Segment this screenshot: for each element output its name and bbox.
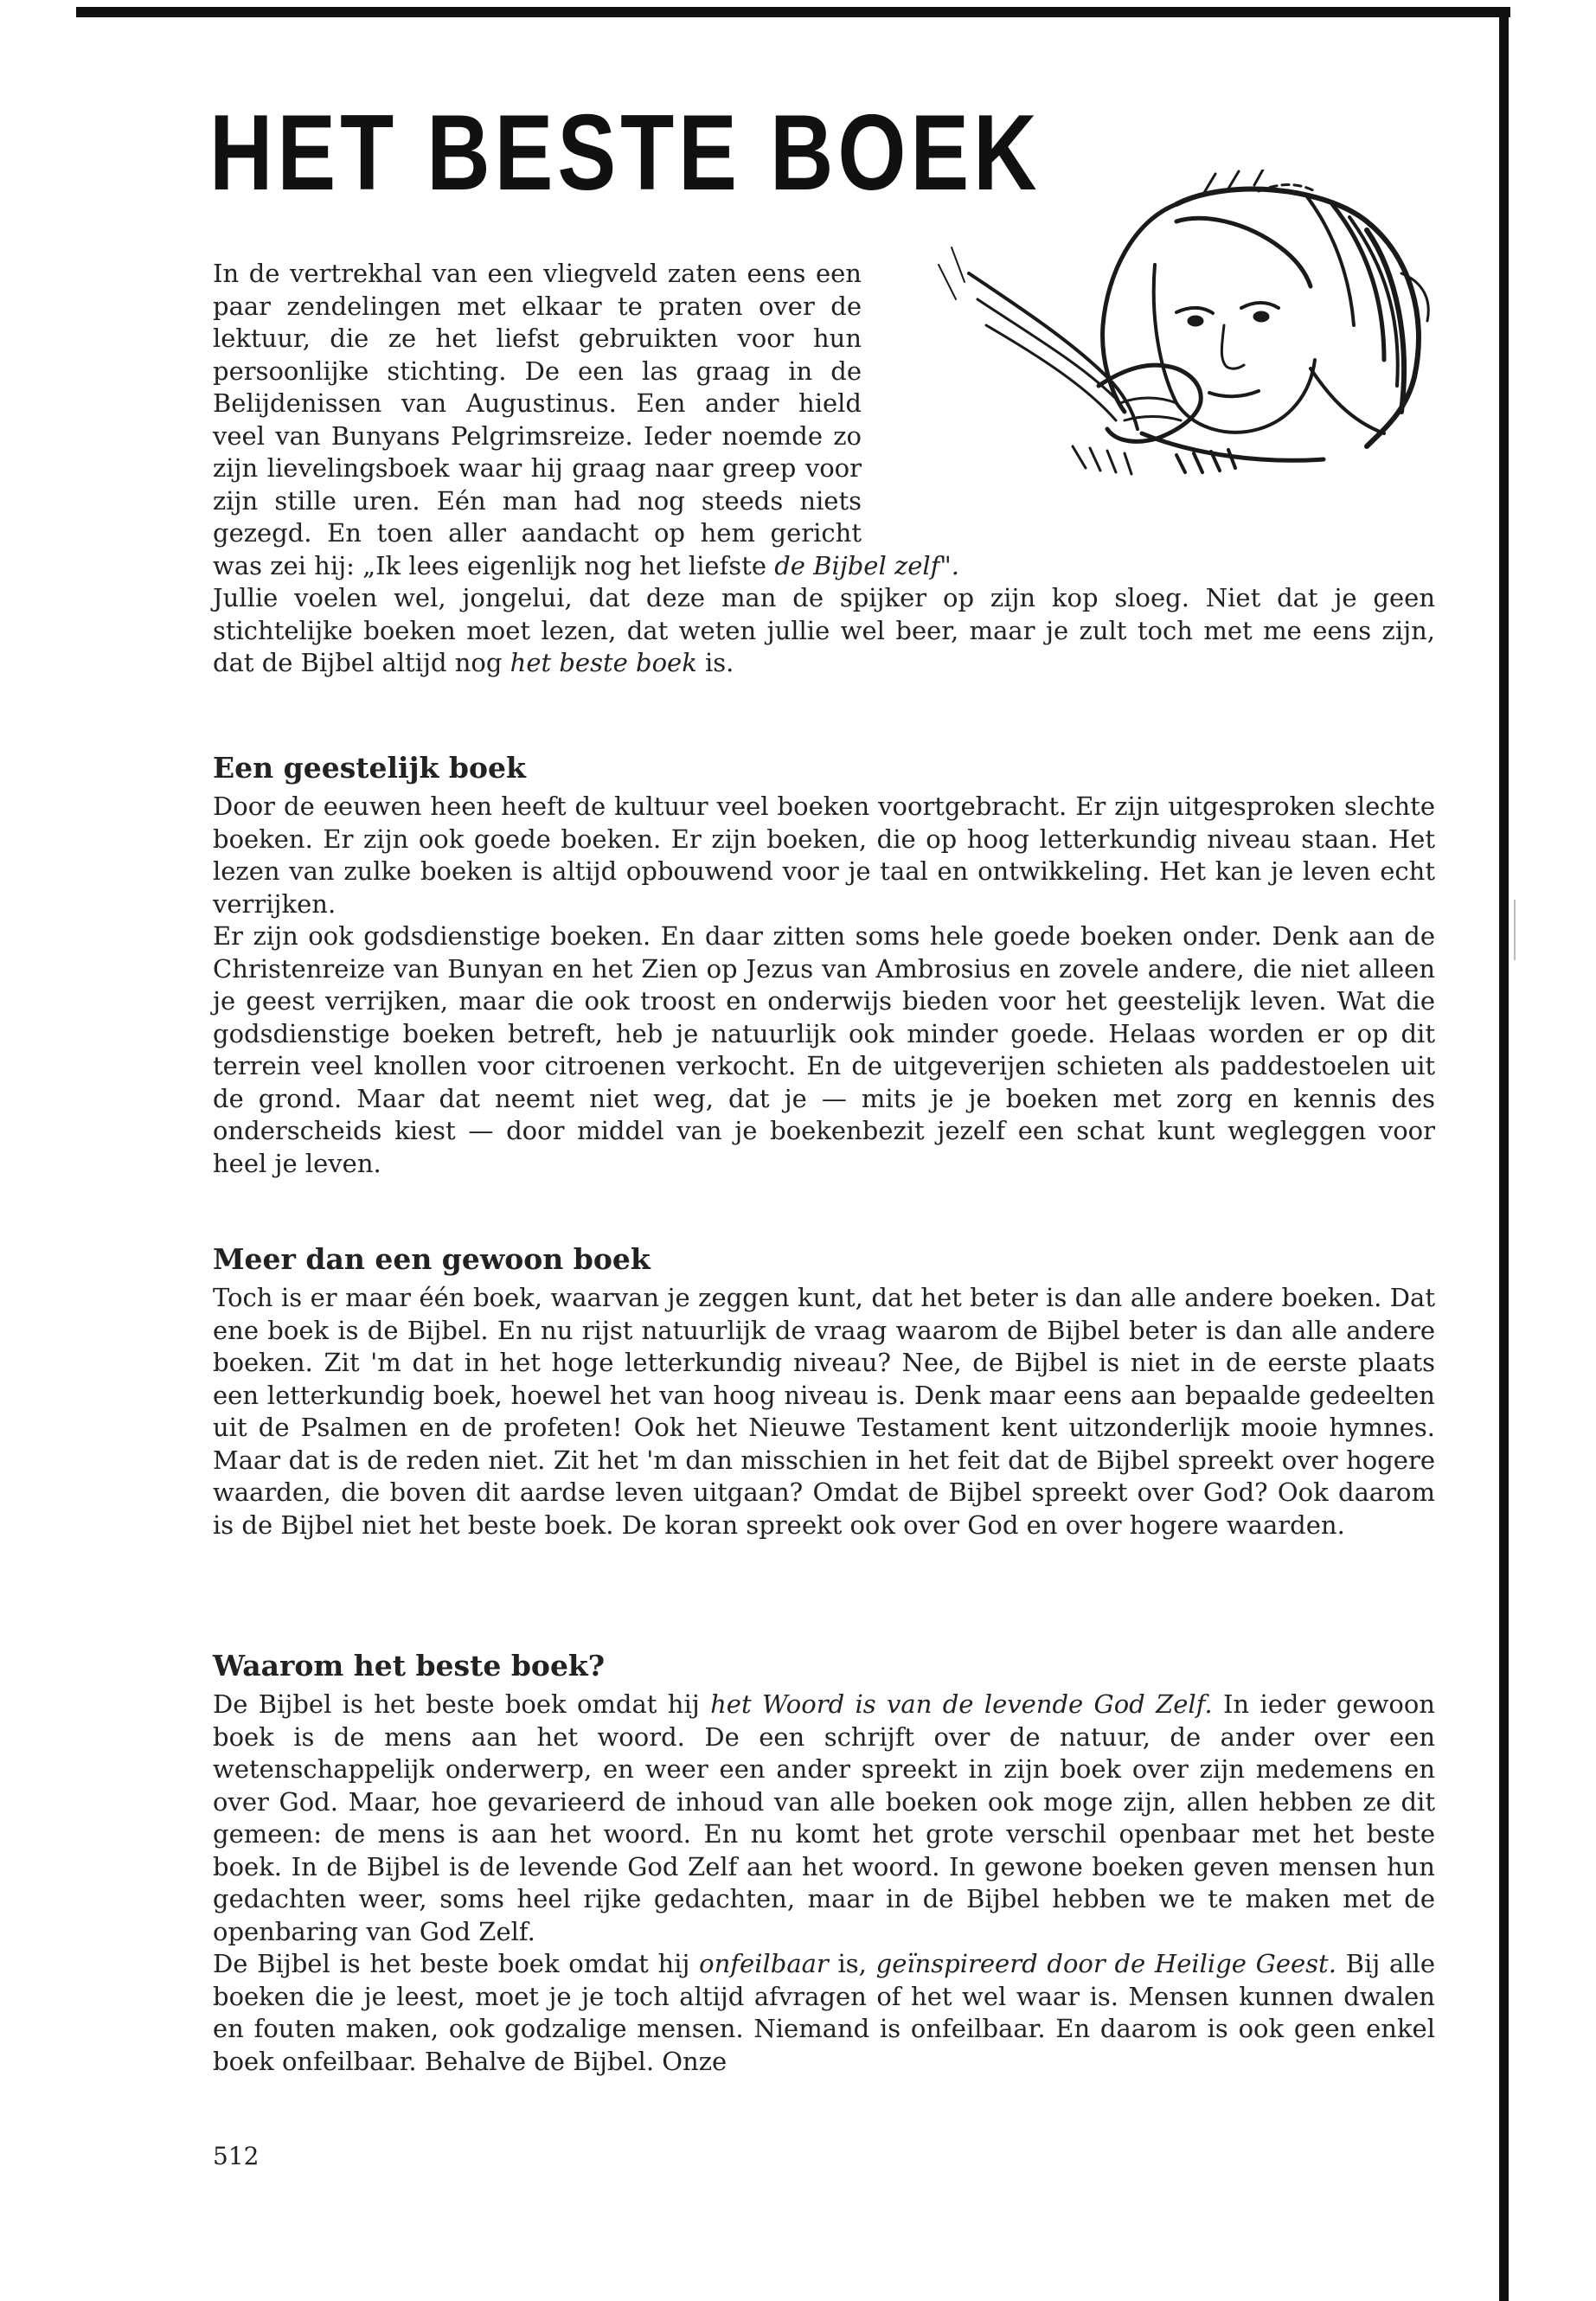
section-heading: Waarom het beste boek? — [213, 1649, 606, 1682]
page-title: HET BESTE BOEK — [209, 93, 1042, 213]
section-paragraph — [213, 1948, 1435, 2078]
scan-edge-mark — [1514, 900, 1516, 960]
intro-text — [213, 258, 1435, 680]
section-waarom-het-beste-boek — [213, 1649, 1435, 2078]
intro-emphasis: de Bijbel zelf". — [774, 550, 959, 580]
section-heading: Meer dan een gewoon boek — [213, 1242, 651, 1276]
page-number: 512 — [213, 2142, 260, 2170]
intro-paragraph-2-emphasis: het beste boek — [510, 648, 697, 677]
section-paragraph: Door de eeuwen heen heeft de kultuur veel boeken voortgebracht. Er zijn uitgesproken slechte boeken. Er zijn ook goede boeken. Er zijn boeken, die op hoog letterkundig niveau staan. Het lezen van zulke boeken is altijd opbouwend voor je taal en ontwikkeling. Het kan je leven echt verrijken. — [213, 792, 1435, 919]
paragraph-text: In ieder gewoon boek is de mens aan het woord. De een schrijft over de natuur, de ander over een wetenschappelijk onderwerp, en weer een ander spreekt in zijn boek over zijn medemens en over God. Maar, hoe gevarieerd de inhoud van alle boeken ook moge zijn, allen hebben ze dit gemeen: de mens is aan het woord. En nu komt het grote verschil openbaar met het beste boek. In de Bijbel is de levende God Zelf aan het woord. In gewone boeken geven mensen hun gedachten weer, soms heel rijke gedachten, maar in de Bijbel hebben we te maken met de openbaring van God Zelf. — [213, 1689, 1435, 1946]
section-paragraph: Toch is er maar één boek, waarvan je zeggen kunt, dat het beter is dan alle andere boeken. Dat ene boek is de Bijbel. En nu rijst natuurlijk de vraag waarom de Bijbel beter is dan alle andere boeken. Zit 'm dat in het hoge letterkundig niveau? Nee, de Bijbel is niet in de eerste plaats een letterkundig boek, hoewel het van hoog niveau is. Denk maar eens aan bepaalde gedeelten uit de Psalmen en de profeten! Ook het Nieuwe Testament kent uitzonderlijk mooie hymnes. Maar dat is de reden niet. Zit het 'm dan misschien in het feit dat de Bijbel spreekt over hogere waarden, die boven dit aardse leven uitgaan? Omdat de Bijbel spreekt over God? Ook daarom is de Bijbel niet het beste boek. De koran spreekt ook over God en over hogere waarden. — [213, 1283, 1435, 1540]
intro-paragraph-2-text: Jullie voelen wel, jongelui, dat deze man de spijker op zijn kop sloeg. Niet dat je geen stichtelijke boeken moet lezen, dat weten jullie wel beer, maar je zult toch met me eens zijn, dat de Bijbel altijd nog — [213, 583, 1435, 677]
paragraph-text: De Bijbel is het beste boek omdat hij — [213, 1949, 700, 1978]
section-paragraph — [213, 1689, 1435, 1948]
section-meer-dan-een-gewoon-boek — [213, 1242, 1435, 1541]
intro-paragraph-1 — [213, 258, 1435, 582]
top-border-rule — [76, 7, 1510, 17]
paragraph-emphasis: het Woord is van de levende God Zelf. — [710, 1689, 1213, 1719]
section-een-geestelijk-boek — [213, 751, 1435, 1180]
intro-paragraph-1-text: In de vertrekhal van een vliegveld zaten eens een paar zendelingen met elkaar te praten over de lektuur, die ze het liefst gebruikten voor hun persoonlijke stichting. De een las graag in de Belijdenissen van Augustinus. Een ander hield veel van Bunyans Pelgrimsreize. Ieder noemde zo zijn lievelingsboek waar hij graag naar greep voor zijn stille uren. Eén man had nog steeds niets gezegd. En toen aller aandacht op hem gericht was zei hij: „Ik lees eigenlijk nog het liefste — [213, 259, 862, 580]
paragraph-text: Bij alle boeken die je leest, moet je je toch altijd afvragen of het wel waar is. Mensen kunnen dwalen en fouten maken, ook godzalige mensen. Niemand is onfeilbaar. En daarom is ook geen enkel boek onfeilbaar. Behalve de Bijbel. Onze — [213, 1949, 1435, 2076]
paragraph-text: is, — [828, 1949, 876, 1978]
right-border-rule — [1499, 7, 1509, 2301]
paragraph-emphasis: geïnspireerd door de Heilige Geest. — [875, 1949, 1336, 1978]
section-paragraph: Er zijn ook godsdienstige boeken. En daar zitten soms hele goede boeken onder. Denk aan de Christenreize van Bunyan en het Zien op Jezus van Ambrosius en zovele andere, die niet alleen je geest verrijken, maar die ook troost en onderwijs bieden voor het geestelijk leven. Wat die godsdienstige boeken betreft, heb je natuurlijk ook minder goede. Helaas worden er op dit terrein veel knollen voor citroenen verkocht. En de uitgeverijen schieten als paddestoelen uit de grond. Maar dat neemt niet weg, dat je — mits je je boeken met zorg en kennis des onderscheids kiest — door middel van je boekenbezit jezelf een schat kunt wegleggen voor heel je leven. — [213, 921, 1435, 1178]
paragraph-text: De Bijbel is het beste boek omdat hij — [213, 1689, 711, 1719]
section-heading: Een geestelijk boek — [213, 751, 526, 785]
paragraph-emphasis: onfeilbaar — [699, 1949, 829, 1978]
intro-paragraph-2-end: is. — [696, 648, 734, 677]
intro-paragraph-2 — [213, 582, 1435, 680]
